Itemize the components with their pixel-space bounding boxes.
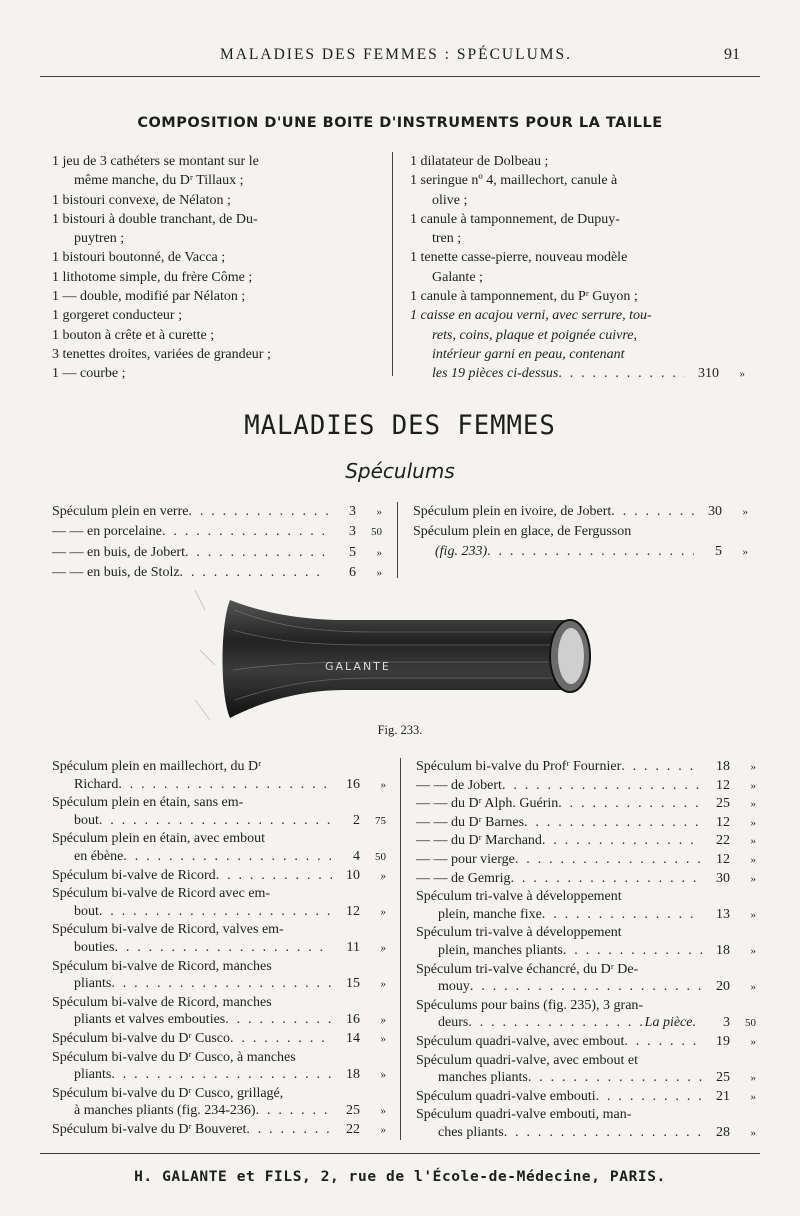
leader-dots bbox=[99, 812, 332, 830]
item-label: Spéculum bi-valve du Profʳ Fournier bbox=[416, 759, 622, 774]
item-unit: » bbox=[750, 944, 756, 957]
box-title: COMPOSITION D'UNE BOITE D'INSTRUMENTS POUR LA TAILLE bbox=[137, 115, 663, 131]
item-label: Spéculum bi-valve de Ricord avec em- bbox=[52, 886, 271, 902]
item-price: 22 bbox=[716, 833, 730, 849]
leader-dots bbox=[563, 942, 702, 960]
price-list-row bbox=[52, 1102, 386, 1121]
price-list-row bbox=[416, 1106, 756, 1124]
leader-dots bbox=[468, 1014, 644, 1032]
box-item: 1 — double, modifié par Nélaton ; bbox=[52, 289, 246, 305]
box-item: 1 caisse en acajou verni, avec serrure, tou- bbox=[410, 308, 652, 324]
price-list-row bbox=[416, 978, 756, 997]
item-price: 16 bbox=[346, 776, 360, 792]
footer-address: H. GALANTE et FILS, 2, rue de l'École-de-Médecine, PARIS. bbox=[134, 1169, 666, 1185]
item-label: Spéculum plein en verre bbox=[52, 504, 189, 519]
price-list-row bbox=[52, 758, 386, 776]
item-unit: 50 bbox=[375, 850, 386, 863]
leader-dots bbox=[504, 1124, 702, 1142]
box-item: puytren ; bbox=[74, 231, 125, 247]
box-item: 1 bistouri convexe, de Nélaton ; bbox=[52, 192, 231, 208]
leader-dots bbox=[596, 1088, 702, 1106]
box-item: 3 tenettes droites, variées de grandeur ; bbox=[52, 346, 271, 362]
item-label: (fig. 233) bbox=[435, 543, 488, 559]
item-unit: » bbox=[750, 779, 756, 792]
item-unit: » bbox=[750, 761, 756, 773]
item-price: 18 bbox=[346, 1067, 360, 1083]
speculum-inner bbox=[558, 628, 584, 684]
price-list-row bbox=[416, 814, 756, 833]
item-price: 16 bbox=[346, 1012, 360, 1028]
price-list-row bbox=[416, 851, 756, 870]
item-label: Spéculum quadri-valve embouti, man- bbox=[416, 1107, 632, 1123]
box-item: Galante ; bbox=[432, 269, 483, 285]
price-list-row bbox=[52, 502, 382, 522]
box-item: 1 seringue nº 4, maillechort, canule à bbox=[410, 173, 618, 189]
leader-dots bbox=[510, 870, 702, 888]
item-unit: 75 bbox=[375, 814, 386, 827]
section-title: MALADIES DES FEMMES bbox=[244, 410, 556, 441]
item-label: Spéculum bi-valve de Ricord, valves em- bbox=[52, 922, 284, 938]
price-list-row bbox=[416, 1124, 756, 1143]
leader-dots bbox=[246, 1121, 332, 1139]
leader-dots bbox=[558, 364, 685, 383]
item-unit: » bbox=[380, 941, 386, 954]
price-list-row bbox=[52, 794, 386, 812]
item-price: 15 bbox=[346, 976, 360, 992]
leader-dots bbox=[185, 543, 328, 562]
leader-dots bbox=[123, 848, 332, 866]
item-label: bout bbox=[74, 812, 99, 828]
leader-dots bbox=[256, 1102, 332, 1120]
item-label: à manches pliants (fig. 234-236) bbox=[74, 1103, 256, 1119]
item-label: mouy bbox=[438, 979, 470, 995]
price-list-row bbox=[416, 832, 756, 851]
price-list-row bbox=[416, 942, 756, 961]
item-label: — — en buis, de Stolz bbox=[52, 564, 180, 580]
item-price: 18 bbox=[716, 759, 730, 774]
item-label: bouties bbox=[74, 939, 115, 955]
item-label: Spéculum plein en étain, avec embout bbox=[52, 831, 266, 847]
price-list-row bbox=[52, 867, 386, 886]
item-price: 25 bbox=[716, 1070, 730, 1086]
item-label: manches pliants bbox=[438, 1070, 528, 1086]
price-list-row bbox=[416, 758, 756, 777]
item-price: 19 bbox=[716, 1033, 730, 1049]
box-total-row bbox=[410, 364, 745, 384]
leader-dots bbox=[225, 1011, 332, 1029]
bottom-list-left bbox=[52, 758, 386, 1139]
top-list-divider bbox=[397, 502, 398, 578]
leader-dots bbox=[524, 814, 702, 832]
box-item: 1 lithotome simple, du frère Côme ; bbox=[52, 269, 253, 285]
item-label: — — en buis, de Jobert bbox=[52, 544, 185, 560]
price-list-row bbox=[413, 542, 748, 562]
item-label: — — de Gemrig bbox=[416, 870, 511, 886]
item-unit: » bbox=[376, 506, 382, 518]
item-price: 30 bbox=[716, 870, 730, 886]
price-list-row bbox=[416, 1033, 756, 1052]
box-item: tren ; bbox=[432, 231, 462, 247]
price-list-row bbox=[52, 522, 382, 542]
item-price: 12 bbox=[716, 777, 730, 793]
item-unit: » bbox=[750, 798, 756, 811]
leader-dots bbox=[487, 542, 694, 561]
leader-dots bbox=[470, 978, 702, 996]
leader-dots bbox=[99, 903, 332, 921]
leader-dots bbox=[111, 975, 332, 993]
price-list-row bbox=[416, 888, 756, 906]
speculum-illustration bbox=[175, 590, 605, 740]
price-list-row bbox=[416, 777, 756, 796]
price-list-row bbox=[52, 543, 382, 563]
box-total-price: 310 bbox=[698, 366, 719, 382]
item-unit: » bbox=[380, 778, 386, 791]
item-label: en ébène bbox=[74, 848, 124, 864]
price-list-row bbox=[52, 830, 386, 848]
leader-dots bbox=[624, 1033, 702, 1051]
section-subtitle: Spéculums bbox=[345, 459, 455, 483]
bottom-list-right bbox=[416, 758, 756, 1142]
item-unit: » bbox=[750, 872, 756, 885]
price-list-row bbox=[52, 921, 386, 939]
item-label: Spéculum bi-valve de Ricord bbox=[52, 867, 216, 883]
price-list-row bbox=[416, 906, 756, 925]
price-list-row bbox=[52, 1085, 386, 1103]
box-item: 1 gorgeret conducteur ; bbox=[52, 308, 182, 324]
item-unit: » bbox=[380, 1105, 386, 1118]
item-unit: » bbox=[750, 981, 756, 994]
item-price: 28 bbox=[716, 1124, 730, 1140]
item-label: deurs bbox=[438, 1015, 469, 1031]
price-list-row bbox=[416, 1052, 756, 1070]
footer-rule bbox=[40, 1153, 760, 1154]
price-list-row bbox=[416, 795, 756, 814]
leader-dots bbox=[162, 522, 328, 541]
price-list-row bbox=[416, 961, 756, 979]
item-unit: » bbox=[376, 566, 382, 579]
box-item: 1 — courbe ; bbox=[52, 366, 126, 382]
item-price: 25 bbox=[716, 796, 730, 812]
item-price: 21 bbox=[716, 1088, 730, 1104]
running-header bbox=[52, 46, 740, 64]
item-label: — — de Jobert bbox=[416, 777, 502, 793]
price-list-row bbox=[416, 1069, 756, 1088]
item-label: bout bbox=[74, 903, 99, 919]
item-unit: » bbox=[750, 835, 756, 848]
leader-dots bbox=[111, 1066, 332, 1084]
box-item: 1 canule à tamponnement, du Pʳ Guyon ; bbox=[410, 289, 638, 305]
price-list-row bbox=[52, 776, 386, 795]
item-price: 13 bbox=[716, 906, 730, 922]
item-unit: » bbox=[380, 1123, 386, 1136]
engraving-text: GALANTE bbox=[325, 660, 391, 673]
item-label: — — du Dʳ Alph. Guérin bbox=[416, 796, 559, 812]
item-unit: » bbox=[742, 506, 748, 518]
item-unit: » bbox=[750, 908, 756, 921]
item-price: 11 bbox=[346, 939, 360, 955]
price-list-row bbox=[52, 1066, 386, 1085]
item-price: 6 bbox=[349, 564, 356, 580]
item-price: 20 bbox=[716, 979, 730, 995]
speculum-body bbox=[223, 600, 574, 718]
leader-dots bbox=[542, 832, 702, 850]
item-label: plein, manche fixe bbox=[438, 906, 542, 922]
item-label: Spéculum tri-valve échancré, du Dʳ De- bbox=[416, 961, 639, 977]
price-list-row bbox=[416, 924, 756, 942]
item-label: — — en porcelaine bbox=[52, 524, 163, 540]
item-price: 3 bbox=[723, 1015, 730, 1031]
item-label: Spéculum plein en glace, de Fergusson bbox=[413, 524, 632, 540]
box-item: 1 canule à tamponnement, de Dupuy- bbox=[410, 211, 620, 227]
box-item: 1 tenette casse-pierre, nouveau modèle bbox=[410, 250, 628, 266]
leader-dots bbox=[118, 776, 332, 794]
item-unit: » bbox=[750, 816, 756, 829]
item-price: 25 bbox=[346, 1103, 360, 1119]
bottom-list-divider bbox=[400, 758, 401, 1140]
item-price: 14 bbox=[346, 1030, 360, 1046]
item-unit: » bbox=[380, 869, 386, 882]
leader-dots bbox=[502, 777, 702, 795]
price-list-row bbox=[416, 1014, 756, 1033]
price-list-row bbox=[52, 903, 386, 922]
item-price: 5 bbox=[715, 543, 722, 559]
item-unit: » bbox=[742, 545, 748, 558]
item-unit: » bbox=[750, 1126, 756, 1139]
item-unit: » bbox=[376, 546, 382, 559]
item-unit: » bbox=[750, 1035, 756, 1048]
item-label: — — du Dʳ Marchand bbox=[416, 833, 542, 849]
header-title: MALADIES DES FEMMES : SPÉCULUMS. bbox=[219, 46, 573, 63]
price-list-row bbox=[52, 1030, 386, 1049]
item-unit: » bbox=[750, 1090, 756, 1103]
box-item: 1 bouton à crête et à curette ; bbox=[52, 327, 215, 343]
item-label: plein, manches pliants bbox=[438, 942, 563, 958]
item-label: — — pour vierge bbox=[416, 851, 515, 867]
item-label: Spéculum quadri-valve, avec embout et bbox=[416, 1052, 638, 1068]
item-label: pliants bbox=[74, 1067, 112, 1083]
header-rule bbox=[40, 76, 760, 77]
item-price: 2 bbox=[353, 812, 360, 828]
price-list-row bbox=[416, 870, 756, 889]
item-label: Spéculum plein en ivoire, de Jobert bbox=[413, 504, 612, 519]
item-unit: » bbox=[380, 905, 386, 918]
item-label: Spéculum tri-valve à développement bbox=[416, 925, 622, 941]
item-unit: » bbox=[380, 1014, 386, 1027]
item-price: 10 bbox=[346, 867, 360, 883]
price-list-row bbox=[52, 994, 386, 1012]
box-right-column bbox=[410, 152, 745, 385]
item-price: 5 bbox=[349, 544, 356, 560]
item-label: Spéculum bi-valve du Dʳ Cusco, à manches bbox=[52, 1049, 296, 1065]
item-label: Spéculum tri-valve à développement bbox=[416, 889, 622, 905]
price-list-row bbox=[416, 997, 756, 1015]
leader-dots bbox=[621, 758, 702, 776]
item-label: Spéculum quadri-valve, avec embout bbox=[416, 1033, 625, 1049]
item-price: 12 bbox=[346, 903, 360, 919]
price-list-row bbox=[52, 812, 386, 831]
item-label: — — du Dʳ Barnes bbox=[416, 814, 525, 830]
leader-dots bbox=[114, 939, 332, 957]
item-price: 3 bbox=[349, 504, 356, 519]
item-unit: 50 bbox=[371, 526, 382, 539]
item-label: Spéculum bi-valve du Dʳ Cusco, grillagé, bbox=[52, 1085, 284, 1101]
item-unit: » bbox=[380, 1069, 386, 1082]
item-price: 12 bbox=[716, 814, 730, 830]
box-total-unit: » bbox=[739, 368, 745, 381]
box-left-column bbox=[52, 152, 382, 384]
item-label: pliants bbox=[74, 976, 112, 992]
item-label: Spéculum bi-valve de Ricord, manches bbox=[52, 958, 272, 974]
price-list-row bbox=[52, 939, 386, 958]
top-list-right bbox=[413, 502, 748, 562]
item-unit: » bbox=[750, 1072, 756, 1085]
leader-dots bbox=[230, 1030, 332, 1048]
item-price: 12 bbox=[716, 851, 730, 867]
item-label: Richard bbox=[74, 776, 119, 792]
box-item: rets, coins, plaque et poignée cuivre, bbox=[432, 327, 638, 343]
page-number: 91 bbox=[724, 46, 740, 63]
item-label: Spéculum bi-valve du Dʳ Cusco bbox=[52, 1030, 231, 1046]
item-label: ches pliants bbox=[438, 1124, 504, 1140]
item-label: Spéculum plein en étain, sans em- bbox=[52, 795, 244, 811]
box-item: les 19 pièces ci-dessus bbox=[432, 366, 559, 382]
top-list-left bbox=[52, 502, 382, 583]
leader-dots bbox=[542, 906, 702, 924]
leader-dots bbox=[188, 502, 328, 521]
leader-dots bbox=[528, 1069, 702, 1087]
item-price: 30 bbox=[708, 504, 722, 519]
price-list-row bbox=[52, 975, 386, 994]
box-item: 1 jeu de 3 cathéters se montant sur le bbox=[52, 154, 259, 169]
item-price: 3 bbox=[349, 524, 356, 540]
box-item: 1 bistouri boutonné, de Vacca ; bbox=[52, 250, 226, 266]
item-unit: » bbox=[750, 853, 756, 866]
price-list-row bbox=[52, 848, 386, 867]
box-item: 1 dilatateur de Dolbeau ; bbox=[410, 154, 549, 169]
leader-dots bbox=[558, 795, 702, 813]
price-list-row bbox=[52, 1011, 386, 1030]
price-list-row bbox=[52, 958, 386, 976]
price-list-row bbox=[413, 522, 748, 541]
item-note: La pièce. bbox=[644, 1015, 696, 1031]
item-label: pliants et valves embouties bbox=[74, 1012, 226, 1028]
item-label: Spéculum bi-valve de Ricord, manches bbox=[52, 994, 272, 1010]
leader-dots bbox=[611, 502, 694, 521]
item-price: 22 bbox=[346, 1121, 360, 1137]
item-label: Spéculums pour bains (fig. 235), 3 gran- bbox=[416, 997, 644, 1013]
box-item: olive ; bbox=[432, 192, 468, 208]
leader-dots bbox=[180, 563, 328, 582]
item-price: 18 bbox=[716, 942, 730, 958]
item-label: Spéculum quadri-valve embouti bbox=[416, 1088, 596, 1104]
leader-dots bbox=[216, 867, 332, 885]
item-unit: » bbox=[380, 1032, 386, 1045]
item-label: Spéculum plein en maillechort, du Dʳ bbox=[52, 759, 262, 774]
box-item: intérieur garni en peau, contenant bbox=[432, 346, 625, 362]
price-list-row bbox=[413, 502, 748, 522]
figure-caption: Fig. 233. bbox=[377, 723, 423, 737]
price-list-row bbox=[52, 885, 386, 903]
price-list-row bbox=[416, 1088, 756, 1107]
item-unit: 50 bbox=[745, 1017, 756, 1030]
leader-dots bbox=[515, 851, 702, 869]
price-list-row bbox=[52, 1049, 386, 1067]
box-item: 1 bistouri à double tranchant, de Du- bbox=[52, 211, 258, 227]
item-label: Spéculum bi-valve du Dʳ Bouveret bbox=[52, 1121, 247, 1137]
item-price: 4 bbox=[353, 848, 360, 864]
price-list-row bbox=[52, 563, 382, 583]
box-column-divider bbox=[392, 152, 393, 376]
item-unit: » bbox=[380, 978, 386, 991]
box-item: même manche, du Dʳ Tillaux ; bbox=[74, 173, 244, 189]
price-list-row bbox=[52, 1121, 386, 1140]
